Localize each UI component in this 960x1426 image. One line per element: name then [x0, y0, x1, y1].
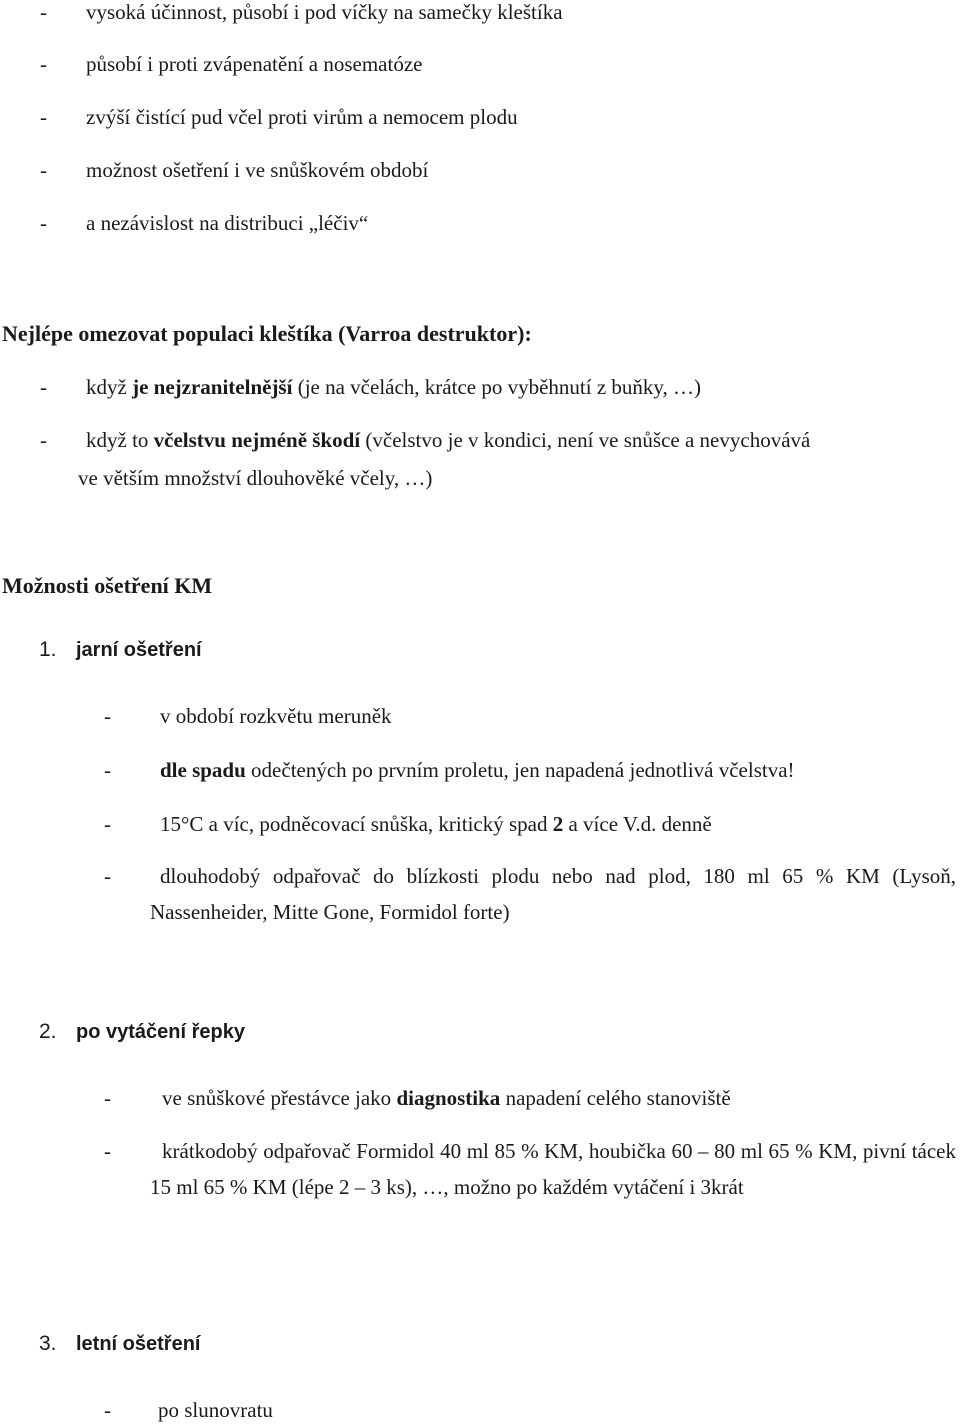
list-item-text: vysoká účinnost, působí i pod víčky na samečky kleštíka [86, 0, 563, 24]
text-run: (včelstvo je v kondici, není ve snůšce a nevychovává [360, 428, 811, 452]
list-item-text [86, 375, 701, 399]
text-run: napadení celého stanoviště [500, 1086, 731, 1110]
list-item-text: v období rozkvětu meruněk [160, 704, 392, 728]
text-run: když [86, 375, 133, 399]
dash: - [40, 375, 47, 399]
heading-number: 3. [39, 1332, 57, 1355]
heading-number: 1. [39, 638, 57, 661]
emphasis: diagnostika [396, 1086, 501, 1110]
list-item-text [86, 428, 810, 452]
emphasis: 2 [552, 812, 564, 836]
text-run: když to [86, 428, 154, 452]
list-item-text: po slunovratu [158, 1398, 273, 1422]
emphasis: dle spadu [160, 758, 246, 782]
dash: - [40, 428, 47, 452]
heading-label: jarní ošetření [76, 639, 202, 661]
text-run: odečtených po prvním proletu, jen napadená jednotlivá včelstva! [245, 758, 795, 782]
dash: - [104, 758, 111, 782]
dash: - [104, 1398, 111, 1422]
list-item-text: dlouhodobý odpařovač do blízkosti plodu nebo nad plod, 180 ml 65 % KM (Lysoň, Nassenheider, Mitte Gone, Formidol forte) [150, 864, 956, 924]
section-heading: Možnosti ošetření KM [2, 573, 213, 598]
dash: - [104, 1086, 111, 1110]
list-item-text: možnost ošetření i ve snůškovém období [86, 158, 429, 182]
dash: - [104, 704, 111, 728]
dash: - [40, 52, 47, 76]
list-item-text: krátkodobý odpařovač Formidol 40 ml 85 % KM, houbička 60 – 80 ml 65 % KM, pivní tácek 15 ml 65 % KM (lépe 2 – 3 ks), …, možno po každém vytáčení i 3krát [150, 1139, 956, 1199]
text-run: 15°C a víc, podněcovací snůška, kritický spad [160, 812, 553, 836]
dash: - [104, 864, 111, 888]
section-heading: Nejlépe omezovat populaci kleštíka (Varroa destruktor): [2, 321, 532, 346]
dash: - [40, 211, 47, 235]
heading-label: po vytáčení řepky [76, 1021, 245, 1043]
heading-label: letní ošetření [76, 1333, 201, 1355]
dash: - [40, 0, 47, 24]
list-item-text [160, 812, 712, 836]
dash: - [104, 1139, 111, 1163]
list-item-text: zvýší čistící pud včel proti virům a nemocem plodu [86, 105, 518, 129]
dash: - [40, 158, 47, 182]
emphasis: je nejzranitelnější [132, 375, 293, 399]
dash: - [40, 105, 47, 129]
list-item-text [162, 1086, 731, 1110]
text-run: a více V.d. denně [563, 812, 712, 836]
list-item-continuation: ve větším množství dlouhověké včely, …) [78, 466, 433, 490]
text-run: (je na včelách, krátce po vyběhnutí z buňky, …) [292, 375, 702, 399]
list-item-text: působí i proti zvápenatění a nosematóze [86, 52, 423, 76]
heading-number: 2. [39, 1020, 57, 1043]
list-item-text [160, 758, 795, 782]
text-run: ve snůškové přestávce jako [162, 1086, 397, 1110]
emphasis: včelstvu nejméně škodí [153, 428, 361, 452]
dash: - [104, 812, 111, 836]
list-item-text: a nezávislost na distribuci „léčiv“ [86, 211, 369, 235]
